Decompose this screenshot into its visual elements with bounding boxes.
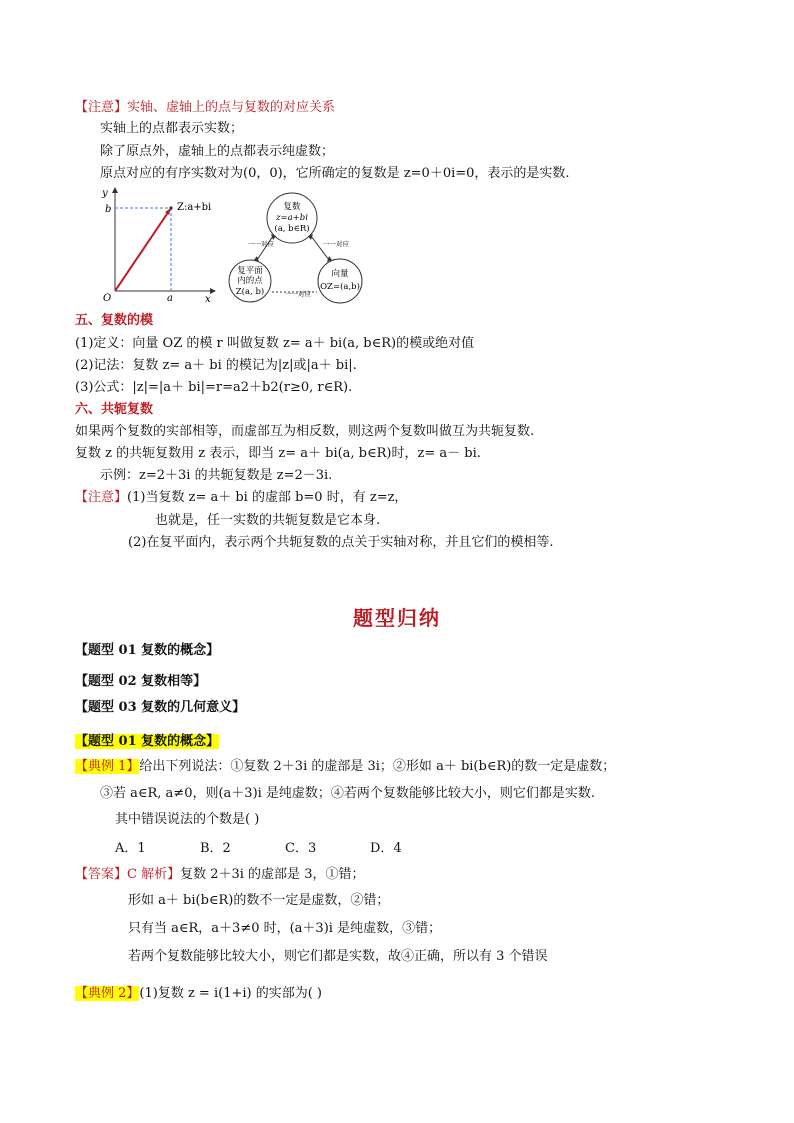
- option-c: C．3: [285, 841, 317, 856]
- example-1-line-3: 其中错误说法的个数是( ): [115, 812, 260, 827]
- type-list-item: 【题型 01 复数的概念】: [75, 643, 220, 658]
- answer-1-line-1: 【答案】C 解析】复数 2＋3i 的虚部是 3，①错；: [75, 867, 365, 882]
- note-2-line-2: 也就是，任一实数的共轭复数是它本身.: [155, 513, 381, 528]
- example-2-line: 【典例 2】(1)复数 z = i(1+i) 的实部为( ): [75, 986, 322, 1001]
- edge-bottom-label: 一一对应: [285, 290, 311, 298]
- top-circle-line: (a, b∈R): [274, 224, 310, 234]
- note-2-line-3: (2)在复平面内，表示两个共轭复数的点关于实轴对称，并且它们的模相等.: [128, 535, 554, 550]
- section-6-example: 示例：z=2＋3i 的共轭复数是 z=2－3i.: [100, 468, 333, 483]
- right-circle-line: 向量: [331, 269, 349, 279]
- point-z-label: Z:a+bi: [177, 202, 212, 213]
- section-5-definition: (1)定义：向量 OZ 的模 r 叫做复数 z= a＋ bi(a, b∈R)的模或绝对值: [75, 336, 475, 351]
- top-circle-line: z=a+bi: [276, 213, 308, 223]
- section-title: 题型归纳: [353, 606, 441, 630]
- note-1-title: 实轴、虚轴上的点与复数的对应关系: [127, 100, 336, 115]
- axis-x-label: x: [205, 294, 211, 304]
- note-1-heading: 【注意】实轴、虚轴上的点与复数的对应关系: [75, 100, 336, 115]
- note-2-line-1: 【注意】(1)当复数 z= a＋ bi 的虚部 b=0 时，有 z=z，: [75, 490, 408, 505]
- note-1-line: 原点对应的有序实数对为(0，0)，它所确定的复数是 z=0＋0i=0，表示的是实数.: [100, 166, 570, 181]
- a-label: a: [167, 293, 173, 304]
- left-circle-line: 复平面: [237, 266, 263, 276]
- type-list-item: 【题型 03 复数的几何意义】: [75, 700, 246, 715]
- edge-left-label: 一一对应: [248, 240, 274, 248]
- left-circle-line: Z(a, b): [235, 287, 265, 297]
- example-1-line-1: 【典例 1】给出下列说法：①复数 2＋3i 的虚部是 3i；②形如 a＋ bi(b∈R)的数一定是虚数；: [75, 759, 616, 774]
- example-2-tag: 【典例 2】: [75, 986, 140, 1001]
- option-a: A．1: [115, 841, 146, 856]
- right-circle-line: OZ=(a,b): [320, 282, 360, 292]
- axis-y-label: y: [102, 188, 108, 199]
- example-1-tag: 【典例 1】: [75, 759, 140, 774]
- left-circle-line: 内的点: [237, 276, 263, 286]
- option-b: B．2: [200, 841, 231, 856]
- note-1-line: 除了原点外，虚轴上的点都表示纯虚数；: [100, 144, 335, 159]
- answer-1-line: 若两个复数能够比较大小，则它们都是实数，故④正确，所以有 3 个错误: [128, 949, 548, 964]
- option-d: D．4: [370, 841, 402, 856]
- section-6-line: 如果两个复数的实部相等，而虚部互为相反数，则这两个复数叫做互为共轭复数.: [75, 424, 535, 439]
- section-6-heading: 六、共轭复数: [75, 402, 154, 417]
- type-list-item: 【题型 02 复数相等】: [75, 674, 207, 689]
- answer-tag: 【答案】C 解析】: [75, 867, 181, 882]
- section-5-notation: (2)记法：复数 z= a＋ bi 的模记为|z|或|a＋ bi|.: [75, 358, 357, 373]
- note-1-line: 实轴上的点都表示实数；: [100, 121, 244, 136]
- section-5-formula: (3)公式：|z|=|a＋ bi|=r=a2＋b2(r≥0, r∈R).: [75, 380, 353, 395]
- section-5-heading: 五、复数的模: [75, 313, 154, 328]
- complex-plane-figure: [95, 186, 375, 304]
- answer-1-line: 形如 a＋ bi(b∈R)的数不一定是虚数，②错；: [128, 893, 390, 908]
- answer-1-line: 只有当 a∈R，a＋3≠0 时，(a＋3)i 是纯虚数，③错；: [128, 921, 442, 936]
- example-1-line-2: ③若 a∈R, a≠0，则(a＋3)i 是纯虚数；④若两个复数能够比较大小，则它们都是实数.: [100, 786, 596, 801]
- edge-right-label: 一一对应: [323, 240, 349, 248]
- b-label: b: [105, 204, 112, 215]
- section-6-line: 复数 z 的共轭复数用 z 表示，即当 z= a＋ bi(a, b∈R)时，z= a－ bi.: [75, 446, 481, 461]
- origin-label: O: [103, 293, 112, 304]
- type-01-header: 【题型 01 复数的概念】: [75, 734, 220, 749]
- top-circle-line: 复数: [283, 202, 301, 212]
